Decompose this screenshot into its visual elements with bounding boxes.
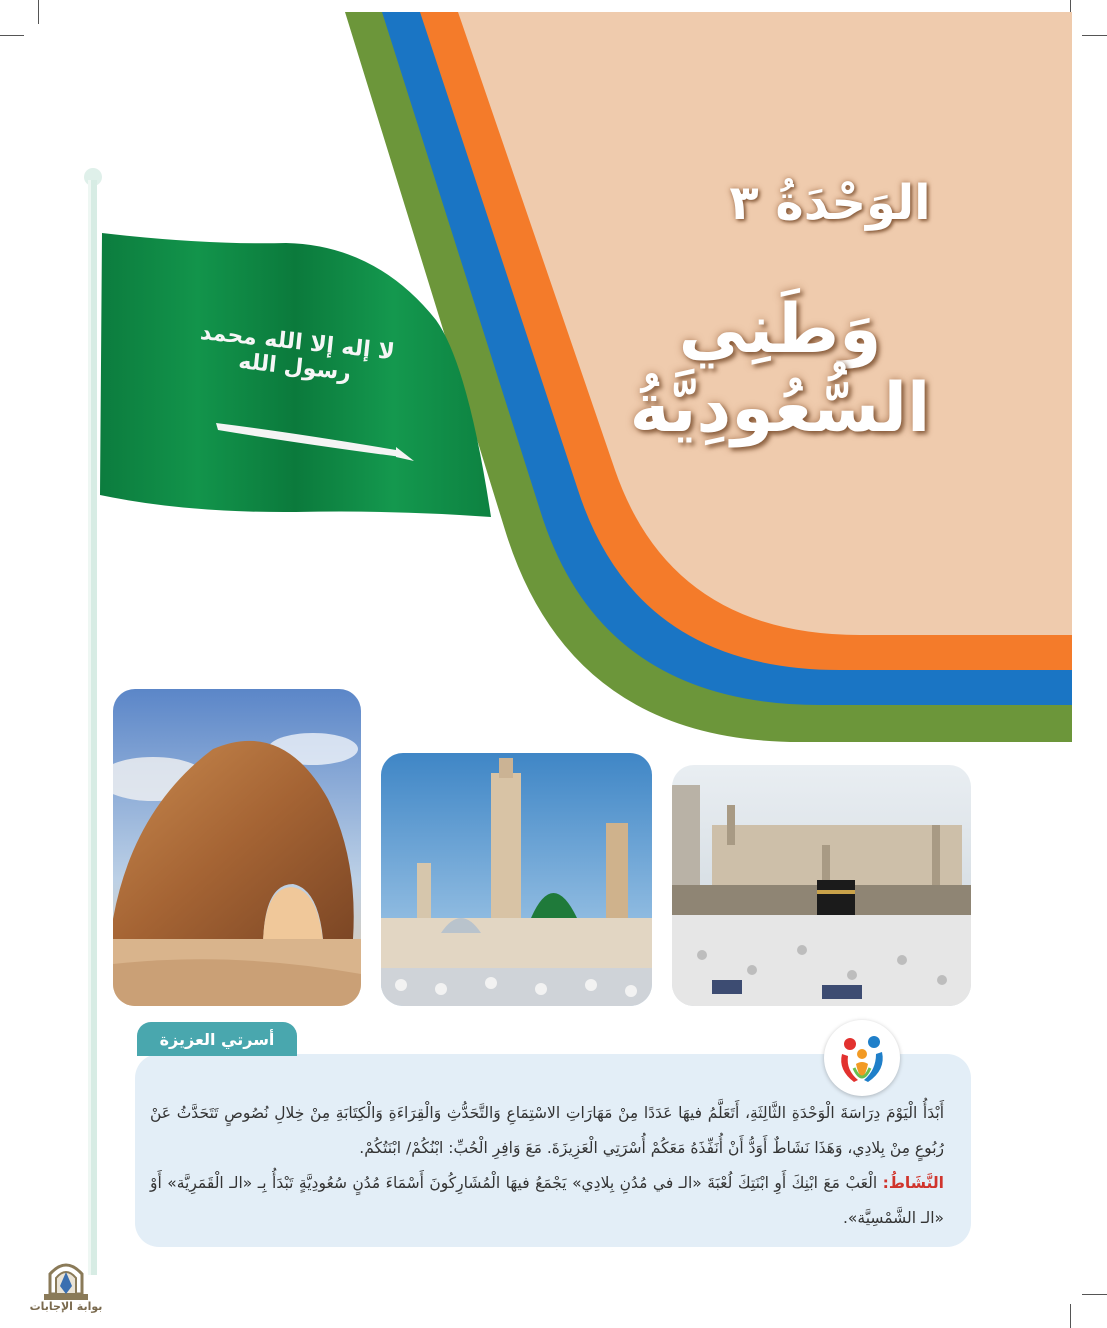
activity-text: الْعَبْ مَعَ ابْنِكَ أَوِ ابْنَتِكَ لُعْبَةَ «الـ في مُدُنِ بِلادِي» يَجْمَعُ فيهَا الْمُشَارِكُونَ أَسْمَاءَ مُدُنٍ سُعُودِيَّةٍ تَبْدَأُ بِـ «الـ الْقَمَرِيَّة» أَوْ «الـ الشَّمْسِيَّة». [150, 1174, 944, 1227]
family-icon [824, 1020, 900, 1096]
unit-title: وَطَنِي السُّعُودِيَّةُ [629, 290, 931, 448]
crop-mark [1070, 1304, 1071, 1328]
flag-inscription: لا إله إلا الله محمد رسول الله [198, 319, 396, 386]
unit-number-label: الوَحْدَةُ ٣ [729, 175, 931, 231]
watermark-text: بوابة الإجابات [29, 1300, 103, 1313]
photo-kaaba [672, 765, 971, 1006]
activity-label: النَّشَاطُ: [882, 1174, 944, 1192]
activity-paragraph [150, 1166, 944, 1236]
family-note-tab: أسرتي العزيزة [137, 1022, 297, 1056]
photo-elephant-rock [113, 689, 361, 1006]
crop-mark [1082, 1294, 1107, 1295]
family-note-paragraph: أَبْدَأُ الْيَوْمَ دِرَاسَةَ الْوَحْدَةِ الثَّالِثَةِ، أَتَعَلَّمُ فيهَا عَدَدًا مِنْ مَهَارَاتِ الاسْتِمَاعِ وَالتَّحَدُّثِ وَالْقِرَاءَةِ وَالْكِتَابَةِ مِنْ خِلالِ نُصُوصٍ تَتَحَدَّثُ عَنْ رُبُوعٍ مِنْ بِلادِي، وَهَذَا نَشَاطٌ أَوَدُّ أَنْ أُنَفِّذَهُ مَعَكُمْ أُسْرَتِي الْعَزِيزَةَ. مَعَ وَافِرِ الْحُبِّ: ابْنُكُمْ/ ابْنَتُكُمْ. [150, 1104, 944, 1157]
saudi-flag [96, 225, 496, 525]
photo-prophets-mosque [381, 753, 652, 1006]
